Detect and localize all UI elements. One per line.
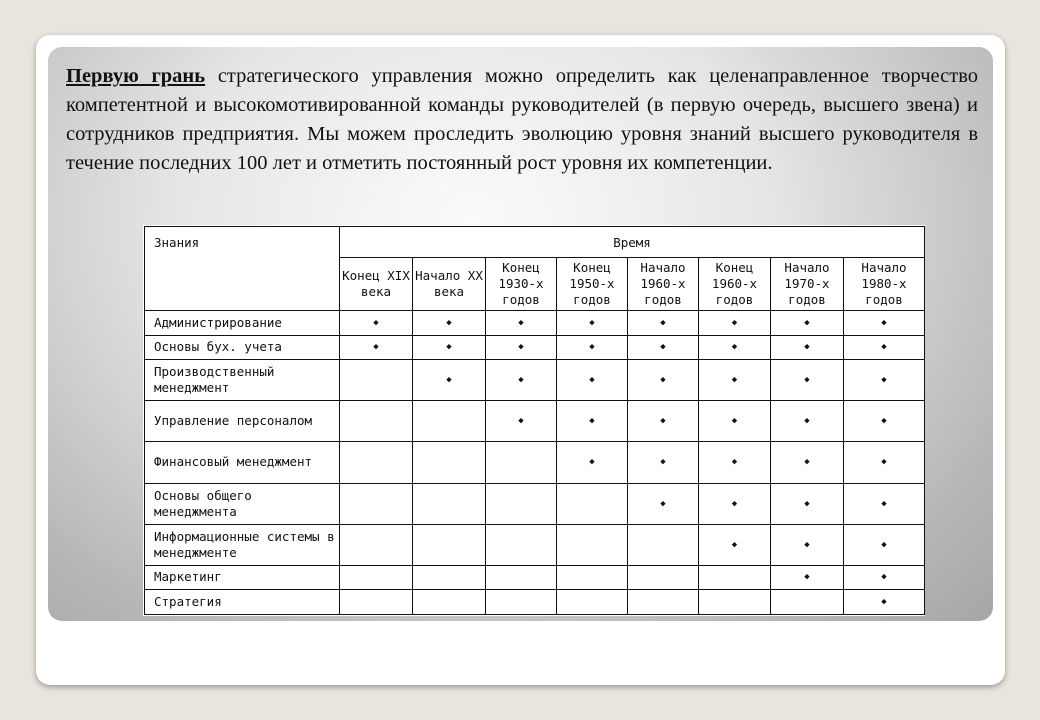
diamond-mark-icon: ◆ <box>340 335 413 360</box>
period-header: Начало 1980-х годов <box>844 258 925 311</box>
diamond-mark-icon: ◆ <box>486 311 557 336</box>
diamond-mark-icon: ◆ <box>699 524 771 565</box>
empty-cell <box>486 565 557 590</box>
table-row <box>145 483 925 524</box>
diamond-mark-icon: ◆ <box>557 311 628 336</box>
period-header: Конец 1930-х годов <box>486 258 557 311</box>
empty-cell <box>486 483 557 524</box>
empty-cell <box>340 360 413 401</box>
row-label: Производственный менеджмент <box>145 360 340 401</box>
diamond-mark-icon: ◆ <box>699 360 771 401</box>
diamond-mark-icon: ◆ <box>699 335 771 360</box>
empty-cell <box>771 590 844 615</box>
diamond-mark-icon: ◆ <box>771 360 844 401</box>
diamond-mark-icon: ◆ <box>628 483 699 524</box>
diamond-mark-icon: ◆ <box>699 401 771 442</box>
diamond-mark-icon: ◆ <box>628 360 699 401</box>
knowledge-header: Знания <box>145 227 340 311</box>
diamond-mark-icon: ◆ <box>771 311 844 336</box>
empty-cell <box>486 590 557 615</box>
row-label: Маркетинг <box>145 565 340 590</box>
empty-cell <box>557 524 628 565</box>
knowledge-table-container <box>143 225 925 616</box>
diamond-mark-icon: ◆ <box>844 360 925 401</box>
diamond-mark-icon: ◆ <box>413 335 486 360</box>
diamond-mark-icon: ◆ <box>628 335 699 360</box>
empty-cell <box>699 565 771 590</box>
diamond-mark-icon: ◆ <box>413 360 486 401</box>
diamond-mark-icon: ◆ <box>771 524 844 565</box>
diamond-mark-icon: ◆ <box>844 335 925 360</box>
diamond-mark-icon: ◆ <box>771 442 844 483</box>
diamond-mark-icon: ◆ <box>628 311 699 336</box>
empty-cell <box>340 565 413 590</box>
empty-cell <box>340 483 413 524</box>
diamond-mark-icon: ◆ <box>557 360 628 401</box>
table-row <box>145 565 925 590</box>
time-header: Время <box>340 227 925 258</box>
empty-cell <box>628 565 699 590</box>
diamond-mark-icon: ◆ <box>771 565 844 590</box>
diamond-mark-icon: ◆ <box>699 311 771 336</box>
knowledge-evolution-table <box>144 226 925 615</box>
empty-cell <box>413 442 486 483</box>
diamond-mark-icon: ◆ <box>844 442 925 483</box>
diamond-mark-icon: ◆ <box>844 483 925 524</box>
table-body <box>145 311 925 615</box>
empty-cell <box>557 483 628 524</box>
paragraph-text: стратегического управления можно определить как целенаправленное творчество компетентной и высокомотивированной команды руководителей (в первую очередь, высшего звена) и сотрудников предприятия. Мы можем проследить эволюцию уровня знаний высшего руководителя в течение последних 100 лет и отметить постоянный рост уровня их компетенции. <box>66 65 978 174</box>
empty-cell <box>413 565 486 590</box>
diamond-mark-icon: ◆ <box>699 483 771 524</box>
empty-cell <box>340 590 413 615</box>
period-header: Начало 1970-х годов <box>771 258 844 311</box>
period-header: Начало 1960-х годов <box>628 258 699 311</box>
period-header: Начало XX века <box>413 258 486 311</box>
empty-cell <box>628 590 699 615</box>
period-header: Конец XIX века <box>340 258 413 311</box>
table-row <box>145 590 925 615</box>
empty-cell <box>486 442 557 483</box>
period-header: Конец 1960-х годов <box>699 258 771 311</box>
diamond-mark-icon: ◆ <box>844 565 925 590</box>
empty-cell <box>486 524 557 565</box>
diamond-mark-icon: ◆ <box>557 335 628 360</box>
row-label: Финансовый менеджмент <box>145 442 340 483</box>
empty-cell <box>699 590 771 615</box>
diamond-mark-icon: ◆ <box>771 483 844 524</box>
empty-cell <box>557 565 628 590</box>
table-row <box>145 524 925 565</box>
row-label: Стратегия <box>145 590 340 615</box>
diamond-mark-icon: ◆ <box>557 401 628 442</box>
row-label: Информационные системы в менеджменте <box>145 524 340 565</box>
diamond-mark-icon: ◆ <box>486 360 557 401</box>
paragraph-lead: Первую грань <box>66 65 206 87</box>
row-label: Управление персоналом <box>145 401 340 442</box>
table-row <box>145 360 925 401</box>
diamond-mark-icon: ◆ <box>699 442 771 483</box>
empty-cell <box>413 483 486 524</box>
diamond-mark-icon: ◆ <box>486 401 557 442</box>
diamond-mark-icon: ◆ <box>844 524 925 565</box>
empty-cell <box>340 524 413 565</box>
diamond-mark-icon: ◆ <box>844 590 925 615</box>
empty-cell <box>557 590 628 615</box>
diamond-mark-icon: ◆ <box>557 442 628 483</box>
row-label: Основы бух. учета <box>145 335 340 360</box>
diamond-mark-icon: ◆ <box>628 401 699 442</box>
diamond-mark-icon: ◆ <box>486 335 557 360</box>
empty-cell <box>340 401 413 442</box>
table-row <box>145 442 925 483</box>
diamond-mark-icon: ◆ <box>844 311 925 336</box>
diamond-mark-icon: ◆ <box>771 401 844 442</box>
empty-cell <box>340 442 413 483</box>
period-header: Конец 1950-х годов <box>557 258 628 311</box>
diamond-mark-icon: ◆ <box>413 311 486 336</box>
diamond-mark-icon: ◆ <box>628 442 699 483</box>
empty-cell <box>413 524 486 565</box>
diamond-mark-icon: ◆ <box>771 335 844 360</box>
empty-cell <box>413 401 486 442</box>
row-label: Основы общего менеджмента <box>145 483 340 524</box>
empty-cell <box>628 524 699 565</box>
table-row <box>145 401 925 442</box>
intro-paragraph <box>66 62 978 178</box>
diamond-mark-icon: ◆ <box>340 311 413 336</box>
diamond-mark-icon: ◆ <box>844 401 925 442</box>
row-label: Администрирование <box>145 311 340 336</box>
empty-cell <box>413 590 486 615</box>
table-row <box>145 335 925 360</box>
table-row <box>145 311 925 336</box>
